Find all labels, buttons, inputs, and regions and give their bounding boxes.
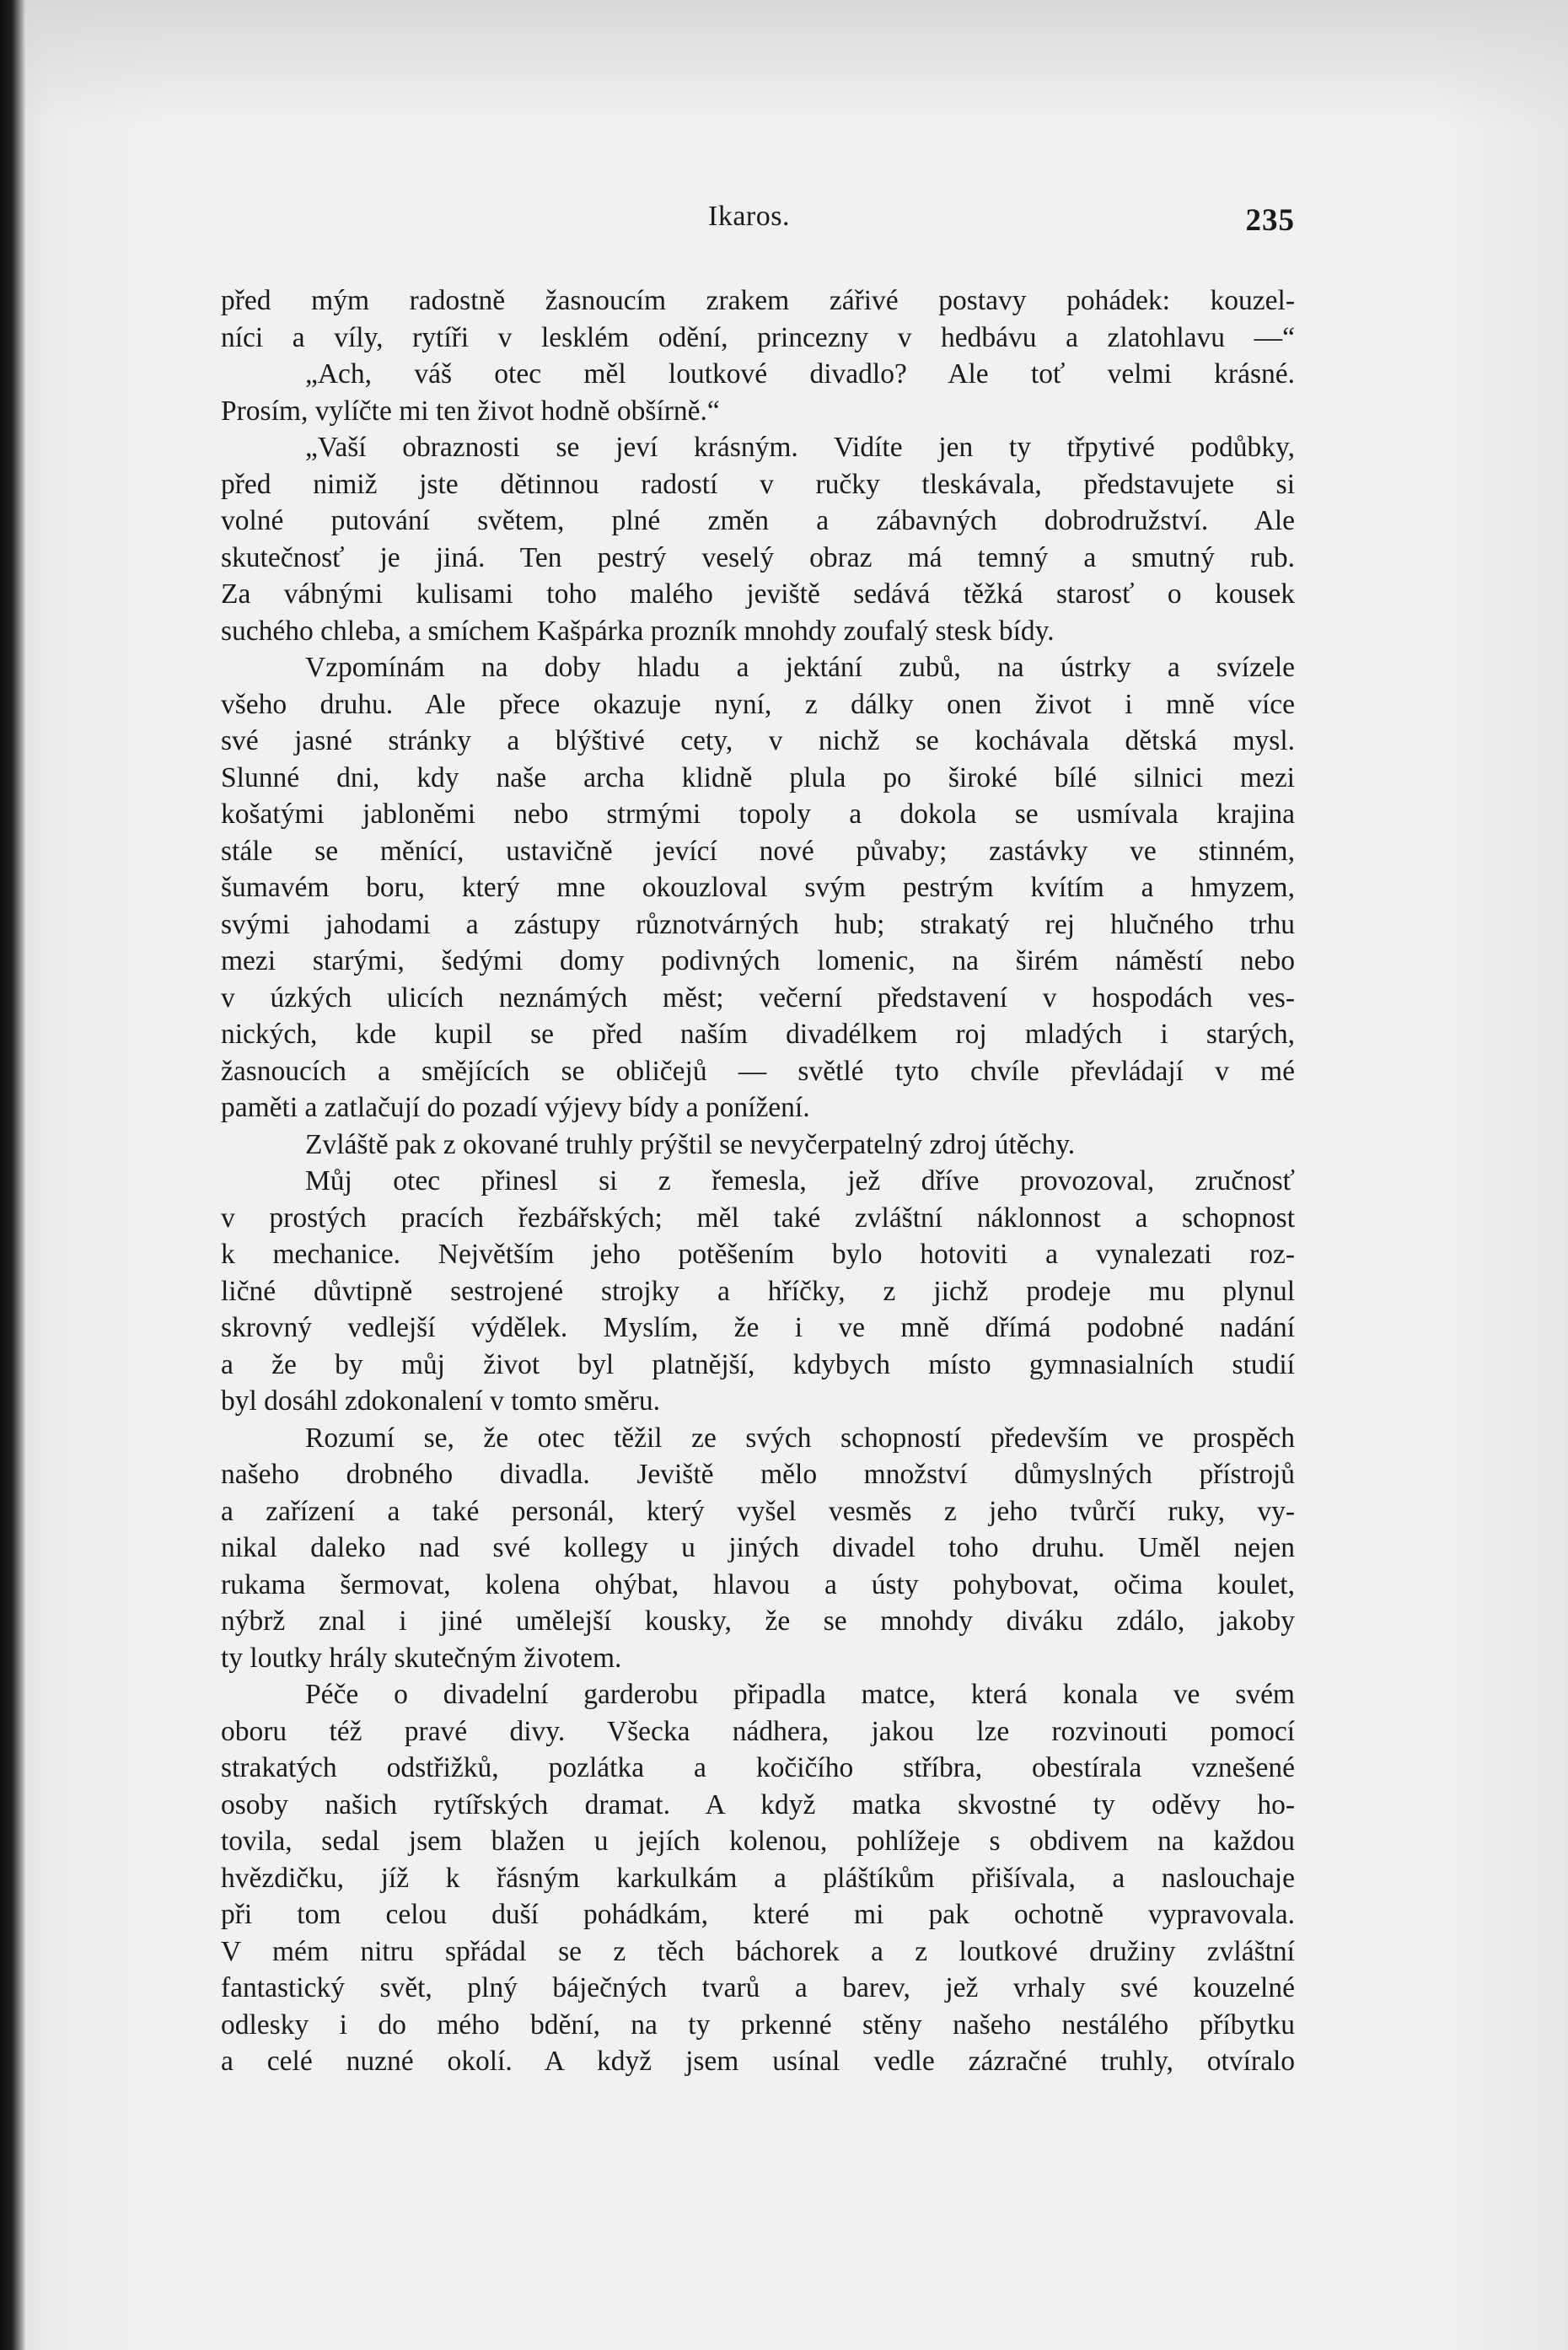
text-line: svými jahodami a zástupy různotvárných hub; strakatý rej hlučného trhu bbox=[221, 908, 1295, 940]
text-line: šumavém boru, který mne okouzloval svým pestrým kvítím a hmyzem, bbox=[221, 872, 1295, 903]
text-line: ličné důvtipně sestrojené strojky a hříčky, z jichž prodeje mu plynul bbox=[221, 1275, 1295, 1307]
page-header bbox=[219, 201, 1295, 243]
text-line: V mém nitru spřádal se z těch báchorek a z loutkové družiny zvláštní bbox=[221, 1935, 1295, 1967]
text-line: skutečnosť je jiná. Ten pestrý veselý obraz má temný a smutný rub. bbox=[221, 541, 1295, 573]
text-line: strakatých odstřižků, pozlátka a kočičího stříbra, obestírala vznešené bbox=[221, 1752, 1295, 1783]
text-line: níci a víly, rytíři v lesklém odění, princezny v hedbávu a zlatohlavu —“ bbox=[221, 321, 1295, 353]
running-head: Ikaros. bbox=[708, 201, 790, 232]
text-line: Péče o divadelní garderobu připadla matce, která konala ve svém bbox=[305, 1679, 1295, 1710]
text-line: Slunné dni, kdy naše archa klidně plula po široké bílé silnici mezi bbox=[221, 761, 1295, 793]
text-line: osoby našich rytířských dramat. A když matka skvostné ty oděvy ho- bbox=[221, 1788, 1295, 1820]
page-number: 235 bbox=[1245, 203, 1295, 238]
body-text bbox=[221, 282, 1295, 2080]
text-line: všeho druhu. Ale přece okazuje nyní, z dálky onen život i mně více bbox=[221, 688, 1295, 720]
page-top-shading bbox=[25, 0, 1568, 126]
text-line: „Vaší obraznosti se jeví krásným. Vidíte jen ty třpytivé podůbky, bbox=[305, 432, 1295, 463]
text-line: nikal daleko nad své kollegy u jiných divadel toho druhu. Uměl nejen bbox=[221, 1532, 1295, 1563]
text-line: odlesky i do mého bdění, na ty prkenné stěny našeho nestálého příbytku bbox=[221, 2009, 1295, 2041]
text-line: nýbrž znal i jiné umělejší kousky, že se mnohdy diváku zdálo, jakoby bbox=[221, 1605, 1295, 1637]
text-line: byl dosáhl zdokonalení v tomto směru. bbox=[221, 1385, 661, 1417]
text-line: Můj otec přinesl si z řemesla, jež dříve provozoval, zručnosť bbox=[305, 1165, 1295, 1197]
text-line: tovila, sedal jsem blažen u jejích kolenou, pohlížeje s obdivem na každou bbox=[221, 1826, 1295, 1857]
text-line: Zvláště pak z okované truhly prýštil se nevyčerpatelný zdroj útěchy. bbox=[305, 1128, 1076, 1160]
text-line: Za vábnými kulisami toho malého jeviště sedává těžká starosť o kousek bbox=[221, 578, 1295, 610]
text-line: a zařízení a také personál, který vyšel vesměs z jeho tvůrčí ruky, vy- bbox=[221, 1495, 1295, 1527]
text-line: v úzkých ulicích neznámých měst; večerní představení v hospodách ves- bbox=[221, 981, 1295, 1014]
text-line: při tom celou duší pohádkám, které mi pak ochotně vypravovala. bbox=[221, 1899, 1295, 1930]
text-line: fantastický svět, plný báječných tvarů a barev, jež vrhaly své kouzelné bbox=[221, 1972, 1295, 2003]
text-line: k mechanice. Největším jeho potěšením bylo hotoviti a vynalezati roz- bbox=[221, 1239, 1295, 1270]
text-line: oboru též pravé divy. Všecka nádhera, jakou lze rozvinouti pomocí bbox=[221, 1715, 1295, 1747]
text-line: skrovný vedlejší výdělek. Myslím, že i ve mně dřímá podobné nadání bbox=[221, 1312, 1295, 1343]
text-line: Vzpomínám na doby hladu a jektání zubů, na ústrky a svízele bbox=[305, 652, 1295, 683]
text-line: mezi starými, šedými domy podivných lomenic, na širém náměstí nebo bbox=[221, 945, 1295, 976]
text-line: před nimiž jste dětinnou radostí v ručky tleskávala, představujete si bbox=[221, 468, 1295, 500]
text-line: Prosím, vylíčte mi ten život hodně obšírně.“ bbox=[221, 395, 720, 427]
text-line: košatými jabloněmi nebo strmými topoly a dokola se usmívala krajina bbox=[221, 799, 1295, 830]
text-line: ty loutky hrály skutečným životem. bbox=[221, 1642, 622, 1674]
text-line: nických, kde kupil se před naším divadélkem roj mladých i starých, bbox=[221, 1019, 1295, 1050]
text-line: stále se měnící, ustavičně jevící nové půvaby; zastávky ve stinném, bbox=[221, 835, 1295, 867]
text-line: Rozumí se, že otec těžil ze svých schopností především ve prospěch bbox=[305, 1422, 1295, 1454]
text-line: a celé nuzné okolí. A když jsem usínal vedle zázračné truhly, otvíralo bbox=[221, 2046, 1295, 2077]
text-line: před mým radostně žasnoucím zrakem zářivé postavy pohádek: kouzel- bbox=[221, 285, 1295, 316]
text-line: a že by můj život byl platnější, kdybych místo gymnasialních studií bbox=[221, 1348, 1295, 1380]
text-line: našeho drobného divadla. Jeviště mělo množství důmyslných přístrojů bbox=[221, 1459, 1295, 1490]
text-line: rukama šermovat, kolena ohýbat, hlavou a ústy pohybovat, očima koulet, bbox=[221, 1568, 1295, 1600]
text-line: paměti a zatlačují do pozadí výjevy bídy a ponížení. bbox=[221, 1092, 810, 1123]
text-line: „Ach, váš otec měl loutkové divadlo? Ale toť velmi krásné. bbox=[305, 358, 1295, 390]
text-line: suchého chleba, a smíchem Kašpárka prozník mnohdy zoufalý stesk bídy. bbox=[221, 615, 1055, 647]
text-line: hvězdičku, jíž k řásným karkulkám a pláštíkům přišívala, a naslouchaje bbox=[221, 1862, 1295, 1894]
text-line: své jasné stránky a blýštivé cety, v nichž se kochávala dětská mysl. bbox=[221, 725, 1295, 756]
book-spine-shadow bbox=[0, 0, 25, 2350]
text-line: v prostých pracích řezbářských; měl také zvláštní náklonnost a schopnost bbox=[221, 1202, 1295, 1234]
text-line: volné putování světem, plné změn a zábavných dobrodružství. Ale bbox=[221, 505, 1295, 536]
text-line: žasnoucích a smějících se obličejů — světlé tyto chvíle převládají v mé bbox=[221, 1055, 1295, 1087]
